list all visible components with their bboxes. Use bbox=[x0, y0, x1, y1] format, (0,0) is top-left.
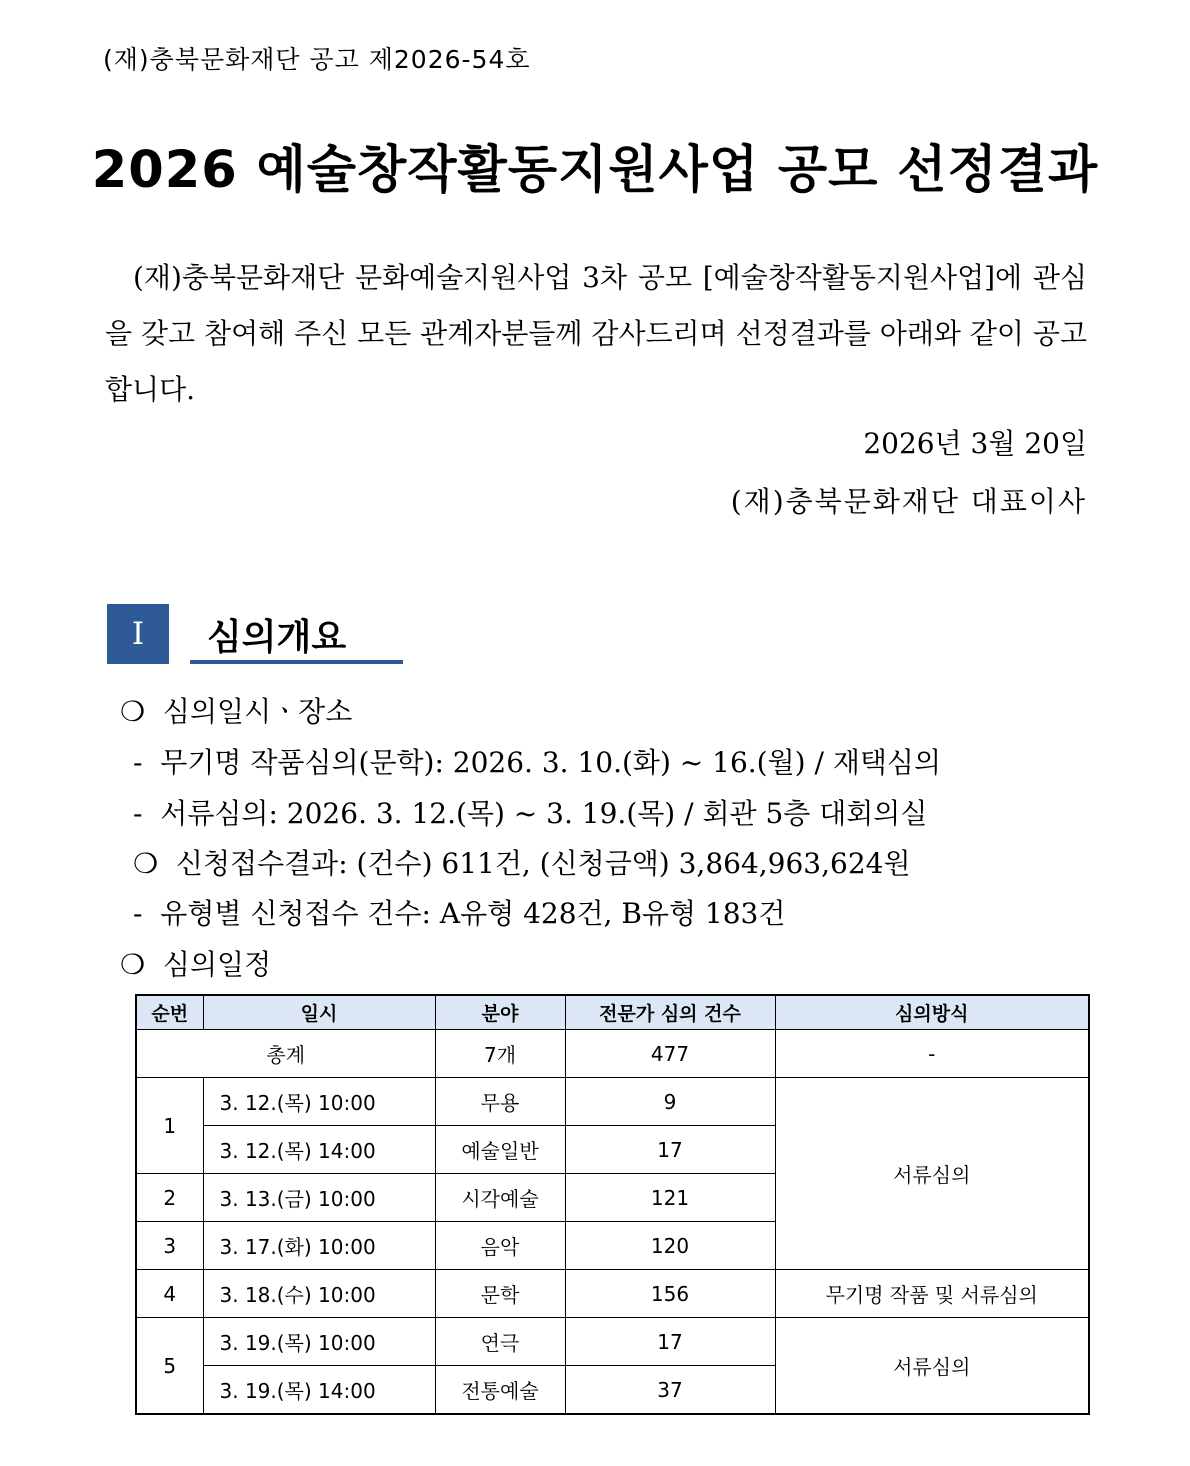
row-date: 3. 13.(금) 10:00 bbox=[203, 1174, 435, 1222]
total-label: 총계 bbox=[136, 1030, 435, 1078]
header-field: 분야 bbox=[435, 995, 565, 1030]
total-field: 7개 bbox=[435, 1030, 565, 1078]
subitem-text: 유형별 신청접수 건수: A유형 428건, B유형 183건 bbox=[160, 897, 786, 930]
announcement-date: 2026년 3월 20일 bbox=[863, 427, 1087, 460]
row-field: 무용 bbox=[435, 1078, 565, 1126]
intro-body: (재)충북문화재단 문화예술지원사업 3차 공모 [예술창작활동지원사업]에 관심을 갖고 참여해 주신 모든 관계자분들께 감사드리며 선정결과를 아래와 같이 공고합니다. bbox=[105, 261, 1087, 406]
overview-item-date-place bbox=[120, 690, 352, 730]
row-count: 156 bbox=[565, 1270, 775, 1318]
row-date: 3. 17.(화) 10:00 bbox=[203, 1222, 435, 1270]
section-number: I bbox=[107, 604, 169, 664]
row-field: 전통예술 bbox=[435, 1366, 565, 1415]
table-row bbox=[136, 1318, 1089, 1366]
row-method: 서류심의 bbox=[775, 1318, 1089, 1415]
row-field: 문학 bbox=[435, 1270, 565, 1318]
table-header-row bbox=[136, 995, 1089, 1030]
row-no: 4 bbox=[136, 1270, 203, 1318]
row-no: 1 bbox=[136, 1078, 203, 1174]
row-count: 9 bbox=[565, 1078, 775, 1126]
row-date: 3. 12.(목) 10:00 bbox=[203, 1078, 435, 1126]
overview-item-applications bbox=[133, 842, 911, 882]
row-date: 3. 19.(목) 14:00 bbox=[203, 1366, 435, 1415]
dash-icon: - bbox=[133, 746, 143, 779]
row-no: 5 bbox=[136, 1318, 203, 1415]
table-row bbox=[136, 1078, 1089, 1126]
section-underline bbox=[190, 660, 403, 664]
header-count: 전문가 심의 건수 bbox=[565, 995, 775, 1030]
dash-icon: - bbox=[133, 897, 143, 930]
row-date: 3. 12.(목) 14:00 bbox=[203, 1126, 435, 1174]
row-count: 17 bbox=[565, 1318, 775, 1366]
row-count: 120 bbox=[565, 1222, 775, 1270]
row-field: 시각예술 bbox=[435, 1174, 565, 1222]
total-count: 477 bbox=[565, 1030, 775, 1078]
header-no: 순번 bbox=[136, 995, 203, 1030]
row-field: 음악 bbox=[435, 1222, 565, 1270]
overview-subitem bbox=[133, 792, 927, 832]
row-count: 17 bbox=[565, 1126, 775, 1174]
bullet-icon: ❍ bbox=[120, 948, 146, 981]
header-date: 일시 bbox=[203, 995, 435, 1030]
document-title: 2026 예술창작활동지원사업 공모 선정결과 bbox=[91, 141, 1099, 200]
row-field: 예술일반 bbox=[435, 1126, 565, 1174]
row-count: 37 bbox=[565, 1366, 775, 1415]
subitem-text: 무기명 작품심의(문학): 2026. 3. 10.(화) ~ 16.(월) / 재택심의 bbox=[160, 746, 942, 779]
table-row bbox=[136, 1270, 1089, 1318]
overview-item-schedule bbox=[120, 943, 271, 983]
section-title: 심의개요 bbox=[207, 617, 347, 658]
bullet-icon: ❍ bbox=[120, 695, 146, 728]
overview-subitem bbox=[133, 741, 941, 781]
bullet-icon: ❍ bbox=[133, 847, 159, 880]
item-title: 심의일정 bbox=[162, 948, 272, 981]
total-method: - bbox=[775, 1030, 1089, 1078]
row-date: 3. 19.(목) 10:00 bbox=[203, 1318, 435, 1366]
item-title: 심의일시ㆍ장소 bbox=[162, 695, 353, 728]
schedule-table bbox=[135, 994, 1090, 1415]
notice-number: (재)충북문화재단 공고 제2026-54호 bbox=[103, 45, 531, 74]
row-no: 2 bbox=[136, 1174, 203, 1222]
header-method: 심의방식 bbox=[775, 995, 1089, 1030]
overview-subitem bbox=[133, 892, 785, 932]
row-no: 3 bbox=[136, 1222, 203, 1270]
table-total-row bbox=[136, 1030, 1089, 1078]
row-method: 서류심의 bbox=[775, 1078, 1089, 1270]
dash-icon: - bbox=[133, 797, 143, 830]
item-title: 신청접수결과: (건수) 611건, (신청금액) 3,864,963,624원 bbox=[175, 847, 911, 880]
row-field: 연극 bbox=[435, 1318, 565, 1366]
subitem-text: 서류심의: 2026. 3. 12.(목) ~ 3. 19.(목) / 회관 5층 대회의실 bbox=[160, 797, 928, 830]
row-count: 121 bbox=[565, 1174, 775, 1222]
intro-paragraph bbox=[105, 250, 1087, 418]
row-method: 무기명 작품 및 서류심의 bbox=[775, 1270, 1089, 1318]
signer: (재)충북문화재단 대표이사 bbox=[730, 485, 1087, 518]
row-date: 3. 18.(수) 10:00 bbox=[203, 1270, 435, 1318]
